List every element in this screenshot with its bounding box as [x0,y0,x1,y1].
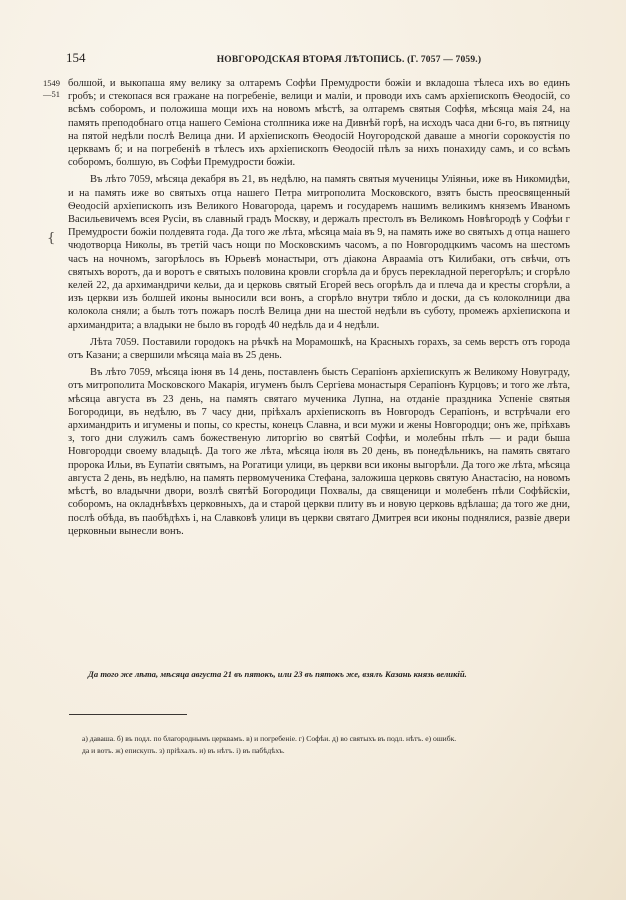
paragraph-1: болшой, и выкопаша яму велику за олтаремъ Софѣи Премудрости божiи и вкладоша тѣлеса ихъ во единъ гробъ; и стекопася вся гражане на погребенiе, велици и малiи, и проводи ихъ самъ архiепископъ Ѳеодосiй, со всѣмъ соборомъ, и положиша мощи ихъ на новомъ мѣстѣ, за олтаремъ святыя Софѣя, мѣсяца маiя 24, на память преподобнаго отца нашего Семiона столпника иже на Дивнѣй горѣ, на исходъ часа дни 6-го, въ пятницу на пятой недѣли послѣ Велица дни. И архiепископъ Ѳеодосiй Ноугородской даваше а многiи сорокоустiя по церквамъ б; и на погребенiѣ в тѣлесъ ихъ архiепископъ Ѳеодосiй пѣлъ за нихъ понахиду самъ, и со всѣмъ соборомъ, болшую, въ Софѣи Премудрости божiи. [68,78,570,169]
paragraph-3: Лѣта 7059. Поставили городокъ на рѣчкѣ на Морамошкѣ, на Красныхъ горахъ, за семь верстъ отъ города отъ Казани; а свершили мѣсяца маiа въ 25 день. [68,336,570,362]
main-text [68,77,570,542]
footnote-line-1: а) даваша. б) въ подл. по благороднымъ церквамъ. в) и погребенiе. г) Софѣи. д) во святыхъ въ подл. нѣтъ. е) ошибк. [82,734,457,743]
footnotes [82,733,572,757]
page-header [66,50,570,67]
footnote-line-2: да и вотъ. ж) епискупъ. з) прiѣхалъ. и) въ нѣтъ. i) въ пабѣдѣхъ. [82,746,285,755]
paragraph-4: Въ лѣто 7059, мѣсяца iюня въ 14 день, поставленъ бысть Серапiонъ архiепискупъ ж Великому Новуграду, отъ митрополита Московского Макарiя, игуменъ былъ Сергiева монастыря Серапiонъ Курцовъ; и того же лѣта, мѣсяца августа въ 23 день, на память святаго мученика Лупна, на отданiе праздника Успенiе святыя Богородици, въ недѣлю, въ 7 часу дни, прiѣхалъ архiепископъ въ Новгородъ Серапiонъ, и встрѣчали его архимандрить и игумены и попы, со кресты, конецъ Славна, и вси мужи и жены Новгородци; онъ же, прiѣхавъ з, того дни служилъ самъ божественую литоргiю во святѣй Софѣи, и молебны пѣлъ — и ради быша Новгородци своему владыцѣ. Да того же лѣта, мѣсяца iюля въ 20 день, въ понедѣльникъ, на память святаго пророка Ильи, въ Еупатiи святымъ, на Рогатици улици, въ церкви вси иконы выгорѣли. Да того же лѣта, мѣсяца августа 2 день, въ недѣлю, на память первомученика Стефана, заложиша церковь святую Анастасiю, на новомъ мѣстѣ, во владычни двори, возлѣ святѣй Богородици Похвалы, да священици и молебенъ пѣли Софѣйскiи, соборомъ, на окладнѣвѣхъ церковныхъ, да и старой церкви плитy въ и новую церковь вдѣлаша; да того же дни, послѣ обѣда, въ паобѣдѣхъ i, на Славковѣ улици въ церкви святаго Дмитрея вси иконы поднялися, развiе двери церковныи вынесли вонъ. [68,367,570,537]
margin-bracket-mark: { [47,231,56,246]
closing-note: Да того же лѣта, мѣсяца августа 21 въ пятокъ, или 23 въ пятокъ же, взялъ Казань князь великiй. [88,669,467,679]
running-title: НОВГОРОДСКАЯ ВТОРАЯ ЛѢТОПИСЬ. (Г. 7057 — 7059.) [216,55,482,65]
margin-year-note: 1549 —51 [43,78,60,99]
paragraph-2: Въ лѣто 7059, мѣсяца декабря въ 21, въ недѣлю, на память святыя мученицы Улiяньи, иже въ Никомидѣи, и на память иже во святыхъ отца нашего Петра митрополита Московского, взятъ бысть преосвященный Ѳеодосiй архiепископъ изъ Великого Новагорода, царемъ и государемъ нашимъ великимъ княземъ Иваномъ Васильевичемъ всея Русiи, въ славный градъ Москву, и держалъ престолъ въ Великомъ Новѣгородѣ у Софѣи г Премудрости божiи полдевята года. Да того же лѣта, мѣсяца маiа въ 9, на память иже во святыхъ д отца нашего чюдотворца Николы, въ третiй часъ нощи по Московскимъ часомъ, а по Новгородцкимъ часомъ на шестомъ часъ на ночномъ, загорѣлось въ Юрьевѣ монастыри, отъ дiакона Авраамiа отъ Килибаки, отъ свѣчи, отъ святыхъ воротъ, да и воротъ е святыхъ половина кровли сгорѣла да и брусъ перекладной перегорѣлъ; и сгорѣло келей 22, да архимандричи кельи, да и церковь святый Егорей весь огорѣлъ да и плеча да и кресты сгорѣли, а изъ церкви изъ болшей иконы выносили вси вонъ, а сгорѣло внутри тябло и доски, да съ колоколници два колокола сняли; а былъ тотъ пожаръ послѣ Велица дни на шестой недѣли въ суботу, промежъ архiепископа и архимандрита; а владыки не было въ городѣ 40 недѣль да и 4 недѣли. [68,174,570,331]
footnote-divider [69,714,187,715]
page-number: 154 [66,50,86,65]
